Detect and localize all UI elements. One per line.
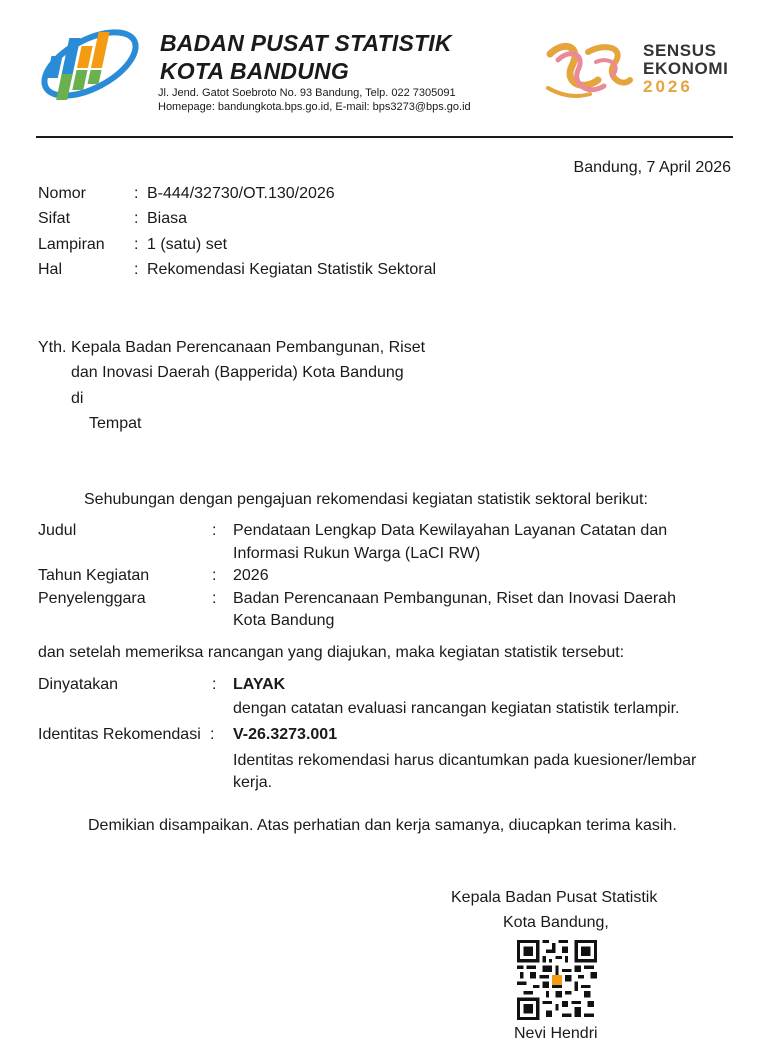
activity-label-tahun: Tahun Kegiatan	[38, 567, 150, 584]
recipient-line-2: dan Inovasi Daerah (Bapperida) Kota Bandung	[71, 364, 404, 381]
activity-value-penyelenggara-2: Kota Bandung	[233, 612, 335, 629]
meta-value-sifat: Biasa	[147, 210, 188, 227]
decision-value-identitas: V-26.3273.001	[233, 726, 338, 743]
review-paragraph: dan setelah memeriksa rancangan yang diajukan, maka kegiatan statistik tersebut:	[38, 644, 625, 661]
closing-paragraph: Demikian disampaikan. Atas perhatian dan kerja samanya, diucapkan terima kasih.	[88, 817, 677, 834]
decision-label-identitas: Identitas Rekomendasi	[38, 726, 201, 743]
decision-label-dinyatakan: Dinyatakan	[38, 676, 119, 693]
bps-logo-icon	[38, 16, 150, 106]
meta-label-sifat: Sifat	[38, 210, 71, 227]
recipient-line-3: di	[71, 390, 84, 407]
activity-label-judul: Judul	[38, 522, 77, 539]
meta-colon: :	[134, 261, 139, 278]
decision-note-identitas-2: kerja.	[233, 774, 273, 791]
activity-colon: :	[212, 567, 217, 584]
org-contact: Homepage: bandungkota.bps.go.id, E-mail: bps3273@bps.go.id	[158, 101, 471, 113]
signature-title-2: Kota Bandung,	[503, 914, 609, 931]
decision-note-identitas-1: Identitas rekomendasi harus dicantumkan pada kuesioner/lembar	[233, 752, 697, 769]
qr-code-icon	[517, 940, 597, 1020]
meta-label-lampiran: Lampiran	[38, 236, 105, 253]
meta-colon: :	[134, 210, 139, 227]
meta-value-hal: Rekomendasi Kegiatan Statistik Sektoral	[147, 261, 437, 278]
letter-date: Bandung, 7 April 2026	[573, 159, 731, 176]
recipient-prefix: Yth.	[38, 339, 67, 356]
activity-colon: :	[212, 522, 217, 539]
meta-value-lampiran: 1 (satu) set	[147, 236, 228, 253]
sensus-label-1: SENSUS	[643, 41, 717, 60]
intro-paragraph: Sehubungan dengan pengajuan rekomendasi kegiatan statistik sektoral berikut:	[84, 491, 648, 508]
signature-title-1: Kepala Badan Pusat Statistik	[451, 889, 658, 906]
meta-label-hal: Hal	[38, 261, 63, 278]
sensus-label-2: EKONOMI	[643, 59, 729, 78]
meta-value-nomor: B-444/32730/OT.130/2026	[147, 185, 335, 202]
decision-colon: :	[212, 676, 217, 693]
meta-colon: :	[134, 185, 139, 202]
sensus-ekonomi-logo-icon	[542, 36, 634, 106]
activity-value-tahun: 2026	[233, 567, 269, 584]
header-divider	[36, 136, 733, 138]
decision-note-evaluasi: dengan catatan evaluasi rancangan kegiatan statistik terlampir.	[233, 700, 680, 717]
signatory-name: Nevi Hendri	[514, 1025, 598, 1042]
activity-label-penyelenggara: Penyelenggara	[38, 590, 146, 607]
meta-label-nomor: Nomor	[38, 185, 87, 202]
org-address: Jl. Jend. Gatot Soebroto No. 93 Bandung, Telp. 022 7305091	[158, 87, 456, 99]
activity-value-judul-2: Informasi Rukun Warga (LaCI RW)	[233, 545, 481, 562]
activity-colon: :	[212, 590, 217, 607]
decision-colon: :	[210, 726, 215, 743]
recipient-line-4: Tempat	[89, 415, 142, 432]
activity-value-penyelenggara-1: Badan Perencanaan Pembangunan, Riset dan Inovasi Daerah	[233, 590, 676, 607]
org-name-line2: KOTA BANDUNG	[160, 58, 349, 84]
sensus-year: 2026	[643, 77, 693, 96]
recipient-line-1: Kepala Badan Perencanaan Pembangunan, Riset	[71, 339, 426, 356]
meta-colon: :	[134, 236, 139, 253]
org-name-line1: BADAN PUSAT STATISTIK	[160, 30, 452, 56]
decision-value-layak: LAYAK	[233, 676, 286, 693]
activity-value-judul-1: Pendataan Lengkap Data Kewilayahan Layanan Catatan dan	[233, 522, 668, 539]
